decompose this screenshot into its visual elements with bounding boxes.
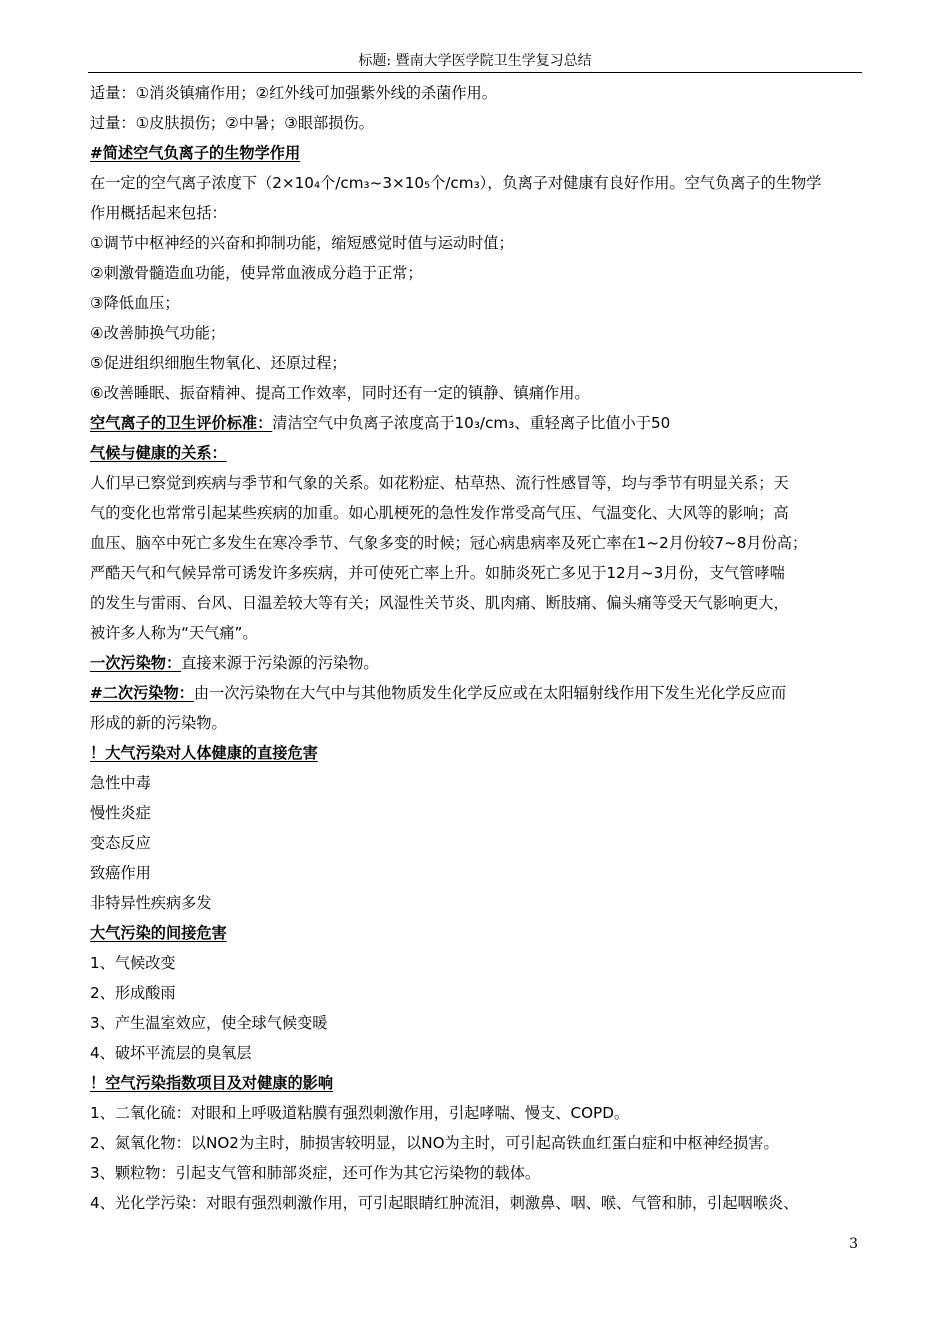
text-line [90, 408, 865, 438]
heading-label: 气候与健康的关系： [90, 444, 227, 462]
line-text: ①调节中枢神经的兴奋和抑制功能，缩短感觉时值与运动时值； [90, 234, 514, 252]
page-number: 3 [849, 1236, 858, 1252]
text-line [90, 348, 865, 378]
line-text: 由一次污染物在大气中与其他物质发生化学反应或在太阳辐射线作用下发生光化学反应而 [193, 684, 787, 702]
section-heading [90, 918, 865, 948]
line-text: 变态反应 [90, 834, 151, 852]
line-text: 直接来源于污染源的污染物。 [181, 654, 379, 672]
text-line [90, 78, 865, 108]
text-line [90, 1098, 865, 1128]
section-heading [90, 738, 865, 768]
line-text: 被许多人称为“天气痛”。 [90, 624, 258, 642]
heading-label: ！大气污染对人体健康的直接危害 [90, 744, 318, 762]
line-text: ②刺激骨髓造血功能，使异常血液成分趋于正常； [90, 264, 423, 282]
line-text: 4、光化学污染：对眼有强烈刺激作用，可引起眼睛红肿流泪，刺激鼻、咽、喉、气管和肺，引起咽喉炎、 [90, 1194, 799, 1212]
text-line [90, 768, 865, 798]
text-line [90, 1128, 865, 1158]
text-line [90, 978, 865, 1008]
line-text: ④改善肺换气功能； [90, 324, 226, 342]
text-line [90, 528, 865, 558]
document-body [90, 78, 865, 1218]
text-line [90, 618, 865, 648]
line-text: ③降低血压； [90, 294, 180, 312]
line-text: 急性中毒 [90, 774, 151, 792]
line-text: 1、二氧化硫：对眼和上呼吸道粘膜有强烈刺激作用，引起哮喘、慢支、COPD。 [90, 1104, 630, 1122]
line-text: 1、气候改变 [90, 954, 176, 972]
line-text: 在一定的空气离子浓度下（2×10₄个/cm₃~3×10₅个/cm₃），负离子对健康有良好作用。空气负离子的生物学 [90, 174, 822, 192]
text-line [90, 1188, 865, 1218]
text-line [90, 378, 865, 408]
text-line [90, 168, 865, 198]
line-text: 人们早已察觉到疾病与季节和气象的关系。如花粉症、枯草热、流行性感冒等，均与季节有明显关系；天 [90, 474, 789, 492]
heading-label: #二次污染物： [90, 684, 194, 702]
text-line [90, 318, 865, 348]
heading-label: ！空气污染指数项目及对健康的影响 [90, 1074, 333, 1092]
line-text: 的发生与雷雨、台风、日温差较大等有关；风湿性关节炎、肌肉痛、断肢痛、偏头痛等受天气影响更大， [90, 594, 789, 612]
section-heading [90, 1068, 865, 1098]
text-line [90, 258, 865, 288]
line-text: 气的变化也常常引起某些疾病的加重。如心肌梗死的急性发作常受高气压、气温变化、大风等的影响；高 [90, 504, 789, 522]
line-text: 适量：①消炎镇痛作用；②红外线可加强紫外线的杀菌作用。 [90, 84, 497, 102]
line-text: 非特异性疾病多发 [90, 894, 212, 912]
text-line [90, 588, 865, 618]
text-line [90, 858, 865, 888]
text-line [90, 708, 865, 738]
heading-label: 一次污染物： [90, 654, 182, 672]
line-text: ⑥改善睡眠、振奋精神、提高工作效率，同时还有一定的镇静、镇痛作用。 [90, 384, 590, 402]
line-text: 3、产生温室效应，使全球气候变暖 [90, 1014, 328, 1032]
text-line [90, 468, 865, 498]
page-header: 标题: 暨南大学医学院卫生学复习总结 [88, 52, 862, 73]
text-line [90, 558, 865, 588]
text-line [90, 888, 865, 918]
line-text: 4、破坏平流层的臭氧层 [90, 1044, 252, 1062]
text-line [90, 828, 865, 858]
line-text: 形成的新的污染物。 [90, 714, 227, 732]
text-line [90, 1038, 865, 1068]
text-line [90, 948, 865, 978]
line-text: 作用概括起来包括： [90, 204, 227, 222]
text-line [90, 198, 865, 228]
text-line [90, 228, 865, 258]
text-line [90, 678, 865, 708]
text-line [90, 108, 865, 138]
line-text: 血压、脑卒中死亡多发生在寒冷季节、气象多变的时候；冠心病患病率及死亡率在1~2月份较7~8月份高； [90, 534, 808, 552]
text-line [90, 498, 865, 528]
heading-label: 大气污染的间接危害 [90, 924, 227, 942]
text-line [90, 288, 865, 318]
heading-label: 空气离子的卫生评价标准： [90, 414, 273, 432]
text-line [90, 648, 865, 678]
section-heading [90, 138, 865, 168]
line-text: 3、颗粒物：引起支气管和肺部炎症，还可作为其它污染物的载体。 [90, 1164, 541, 1182]
line-text: 2、形成酸雨 [90, 984, 176, 1002]
text-line [90, 798, 865, 828]
text-line [90, 1008, 865, 1038]
line-text: 慢性炎症 [90, 804, 151, 822]
line-text: 2、氮氧化物：以NO2为主时，肺损害较明显，以NO为主时，可引起高铁血红蛋白症和中枢神经损害。 [90, 1134, 779, 1152]
line-text: 过量：①皮肤损伤；②中暑；③眼部损伤。 [90, 114, 374, 132]
line-text: 致癌作用 [90, 864, 151, 882]
heading-label: #简述空气负离子的生物学作用 [90, 144, 301, 162]
line-text: 清洁空气中负离子浓度高于10₃/cm₃、重轻离子比值小于50 [272, 414, 671, 432]
text-line [90, 1158, 865, 1188]
line-text: ⑤促进组织细胞生物氧化、还原过程； [90, 354, 347, 372]
line-text: 严酷天气和气候异常可诱发许多疾病，并可使死亡率上升。如肺炎死亡多见于12月~3月份，支气管哮喘 [90, 564, 785, 582]
section-heading [90, 438, 865, 468]
